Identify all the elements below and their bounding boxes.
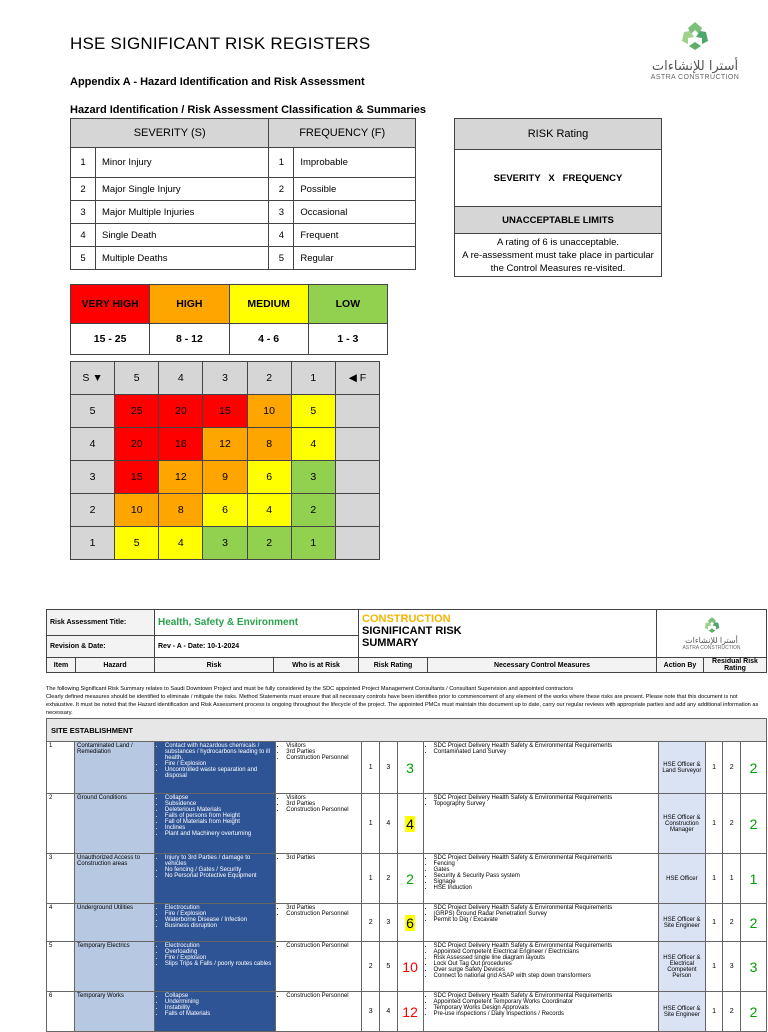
control-item: • Contaminated Land Survey [434,749,657,755]
logo-english: ASTRA CONSTRUCTION [682,645,741,651]
action-by: HSE Officer & Electrical Competent Person [659,942,706,992]
intro-line: Clearly defined measures should be identified to eliminate / mitigate the risks. Method Statements must ensure that all necessary controls have been identifies prior to commencement of any element of the works where these risks are present. Please note that this document is not exhaustive. It must be noted that the Hazard identification and Risk Assessment process is ongoing throughout the lifecycle of the project. The appointed PMCs must maintain this document up to date, carry our regular reviews with appropriate parties and add any additional information as necessary. [46,694,759,716]
level-label: VERY HIGH [71,285,150,324]
item-number: 4 [47,904,75,942]
controls-cell [423,904,659,942]
revision-value: Rev - A - Date: 10-1-2024 [155,636,359,658]
matrix-blank [335,395,379,428]
item-number: 6 [47,992,75,1032]
controls-cell [423,794,659,854]
logo-arabic: أسترا للإنشاءات [685,636,738,645]
risk-item: • Electrocution [165,943,273,949]
register-row [47,794,767,854]
matrix-cell: 12 [203,428,247,461]
who-item: • Construction Personnel [286,755,359,761]
who-cell [276,854,362,904]
who-cell [276,794,362,854]
level-label: MEDIUM [229,285,308,324]
residual-frequency: 2 [723,992,741,1032]
frequency-label: Occasional [294,201,416,224]
summary-logo [657,610,767,658]
matrix-blank [335,461,379,494]
matrix-cell: 8 [159,494,203,527]
who-cell [276,942,362,992]
item-number: 1 [47,742,75,794]
risk-item: • Fire / Explosion [165,955,273,961]
summary-label: SUMMARY [362,637,419,649]
matrix-cell: 1 [291,527,335,560]
residual-severity: 1 [705,854,723,904]
controls-cell [423,942,659,992]
controls-cell [423,992,659,1032]
severity-num: 2 [71,178,96,201]
risk-item: • Collapse [165,795,273,801]
severity-num: 5 [71,247,96,270]
risk-cell [154,742,275,794]
level-label: HIGH [150,285,229,324]
risk-cell [154,794,275,854]
logo-arabic: أسترا للإنشاءات [651,59,739,74]
page-title: HSE SIGNIFICANT RISK REGISTERS [70,34,371,53]
who-item: • 3rd Parties [286,855,359,861]
control-item: • Gates [434,867,657,873]
who-item-list [278,795,359,813]
risk-rating-value [397,942,423,992]
summary-intro [46,685,766,717]
control-item-list [426,905,657,923]
risk-rating-number: 6 [406,914,414,931]
control-item: • Permit to Dig / Excavate [434,917,657,923]
matrix-blank [335,527,379,560]
matrix-row-head: 3 [71,461,115,494]
matrix-cell: 12 [159,461,203,494]
register-row [47,992,767,1032]
hazard-cell: Unauthorized Access to Construction areas [75,854,155,904]
risk-cell [154,904,275,942]
risk-item: • Undermining [165,999,273,1005]
level-label: LOW [308,285,387,324]
hazard-cell: Temporary Electrics [75,942,155,992]
residual-frequency: 3 [723,942,741,992]
control-item: • Temporary Works Design Approvals [434,1005,657,1011]
risk-cell [154,854,275,904]
matrix-cell: 3 [203,527,247,560]
risk-cell [154,992,275,1032]
assessment-title-label: Risk Assessment Title: [47,610,155,636]
matrix-cell: 16 [159,428,203,461]
risk-item: • Waterborne Disease / Infection [165,917,273,923]
risk-item-list [157,795,273,837]
risk-item-list [157,943,273,967]
residual-frequency: 2 [723,742,741,794]
frequency-num: 4 [269,224,294,247]
risk-formula: SEVERITY X FREQUENCY [455,150,662,207]
who-item: • Construction Personnel [286,807,359,813]
control-item: • Risk Assessed single line diagram layouts [434,955,657,961]
risk-register-table [46,718,767,1032]
severity-score: 1 [362,854,380,904]
matrix-cell: 20 [159,395,203,428]
control-item: • SDC Project Delivery Health Safety & Environmental Requirements [434,905,657,911]
risk-item: • Business disruption [165,923,273,929]
risk-rating-number: 10 [402,958,418,975]
frequency-num: 5 [269,247,294,270]
who-item-list [278,993,359,999]
hazard-cell: Temporary Works [75,992,155,1032]
risk-item: • No fencing / Gates / Security [165,867,273,873]
matrix-row-head: 4 [71,428,115,461]
risk-item: • Uncontrolled waste separation and disposal [165,767,273,779]
residual-rating: 2 [740,742,766,794]
hazard-cell: Underground Utilities [75,904,155,942]
logo-english: ASTRA CONSTRUCTION [650,74,740,81]
residual-rating: 2 [740,904,766,942]
risk-item-list [157,905,273,929]
control-item-list [426,795,657,807]
risk-rating-number: 3 [406,759,414,776]
risk-rating-value [397,742,423,794]
col-who: Who is at Risk [274,658,359,673]
action-by: HSE Officer & Construction Manager [659,794,706,854]
who-item-list [278,943,359,949]
severity-header: SEVERITY (S) [71,119,269,148]
risk-rating-number: 4 [406,815,414,832]
control-item: • Connect to national grid ASAP with step down transformers [434,973,657,979]
risk-item: • Fire / Explosion [165,911,273,917]
matrix-cell: 6 [203,494,247,527]
residual-severity: 1 [705,904,723,942]
matrix-corner: S ▼ [71,362,115,395]
item-number: 3 [47,854,75,904]
who-item: • 3rd Parties [286,749,359,755]
matrix-col-head: 4 [159,362,203,395]
who-item: • Construction Personnel [286,943,359,949]
limits-line: A re-assessment must take place in particular [462,249,654,261]
risk-item: • Falls of Materials [165,1011,273,1017]
matrix-col-head: 2 [247,362,291,395]
severity-label: Multiple Deaths [96,247,269,270]
severity-score: 1 [362,742,380,794]
matrix-cell: 4 [291,428,335,461]
summary-title-block [359,610,657,658]
who-cell [276,904,362,942]
section-heading: SITE ESTABLISHMENT [47,719,767,742]
register-row [47,742,767,794]
risk-item: • Fire / Explosion [165,761,273,767]
limits-line: A rating of 6 is unacceptable. [497,236,619,248]
construction-label: CONSTRUCTION [362,613,451,625]
residual-severity: 1 [705,942,723,992]
risk-matrix [70,361,380,560]
control-item: • Topography Survey [434,801,657,807]
logo-emblem-icon [702,616,722,634]
limits-line: the Control Measures re-visited. [490,262,626,274]
matrix-cell: 4 [159,527,203,560]
risk-rating-header: RISK Rating [455,119,662,150]
risk-item: • Falls of persons from Height [165,813,273,819]
who-item: • 3rd Parties [286,905,359,911]
hazard-cell: Ground Conditions [75,794,155,854]
matrix-cell: 25 [115,395,159,428]
severity-label: Minor Injury [96,148,269,178]
limits-text [455,234,662,277]
risk-rating-value [397,854,423,904]
severity-num: 4 [71,224,96,247]
appendix-heading: Appendix A - Hazard Identification and Risk Assessment [70,76,365,88]
control-item: • Lock Out Tag Out procedures [434,961,657,967]
risk-item: • Overloading [165,949,273,955]
residual-severity: 1 [705,742,723,794]
severity-frequency-table [70,118,416,270]
risk-rating-table [454,118,662,277]
risk-levels-table [70,284,388,355]
classification-heading: Hazard Identification / Risk Assessment Classification & Summaries [70,104,426,116]
control-item: • Fencing [434,861,657,867]
risk-item: • Contact with hazardous chemicals / substances / hydrocarbons leading to ill health, [165,743,273,761]
residual-severity: 1 [705,992,723,1032]
risk-rating-number: 2 [406,870,414,887]
register-row [47,942,767,992]
intro-line: The following Significant Risk Summary relates to Saudi Downtown Project and must be fully considered by the SDC appointed Project Management Consultants / Consultant Supervision and appointed contractors [46,686,574,692]
control-item: • SDC Project Delivery Health Safety & Environmental Requirements [434,795,657,801]
frequency-num: 3 [269,201,294,224]
frequency-label: Regular [294,247,416,270]
level-range: 4 - 6 [229,324,308,355]
matrix-col-head: 3 [203,362,247,395]
col-controls: Necessary Control Measures [428,658,657,673]
significant-risk-label: SIGNIFICANT RISK [362,625,462,637]
risk-cell [154,942,275,992]
assessment-title-value: Health, Safety & Environment [155,610,359,636]
matrix-cell: 15 [115,461,159,494]
who-item-list [278,905,359,917]
frequency-score: 2 [379,854,397,904]
control-item-list [426,855,657,891]
control-item: • Security & Security Pass system [434,873,657,879]
who-item: • Construction Personnel [286,993,359,999]
matrix-row-head: 2 [71,494,115,527]
register-row [47,904,767,942]
matrix-cell: 5 [115,527,159,560]
severity-score: 2 [362,942,380,992]
matrix-cell: 10 [115,494,159,527]
risk-item: • Electrocution [165,905,273,911]
matrix-cell: 2 [291,494,335,527]
who-item: • 3rd Parties [286,801,359,807]
residual-frequency: 2 [723,904,741,942]
matrix-f-label: ◀ F [335,362,379,395]
severity-num: 1 [71,148,96,178]
limits-header: UNACCEPTABLE LIMITS [455,207,662,234]
matrix-col-head: 5 [115,362,159,395]
frequency-score: 4 [379,992,397,1032]
residual-rating: 3 [740,942,766,992]
severity-num: 3 [71,201,96,224]
control-item: • HSE Induction [434,885,657,891]
control-item-list [426,993,657,1017]
who-item-list [278,855,359,861]
risk-item: • Collapse [165,993,273,999]
register-row [47,854,767,904]
col-hazard: Hazard [76,658,155,673]
control-item: • SDC Project Delivery Health Safety & Environmental Requirements [434,943,657,949]
matrix-col-head: 1 [291,362,335,395]
control-item: • (GRPS) Ground Radar Penetration Survey [434,911,657,917]
col-rating: Risk Rating [359,658,428,673]
action-by: HSE Officer & Land Surveyor [659,742,706,794]
hazard-cell: Contaminated Land / Remediation [75,742,155,794]
who-cell [276,992,362,1032]
control-item: • Over surge Safety Devices [434,967,657,973]
matrix-cell: 9 [203,461,247,494]
controls-cell [423,854,659,904]
risk-item-list [157,743,273,779]
control-item: • SDC Project Delivery Health Safety & Environmental Requirements [434,855,657,861]
frequency-score: 3 [379,742,397,794]
control-item: • SDC Project Delivery Health Safety & Environmental Requirements [434,743,657,749]
residual-rating: 2 [740,794,766,854]
matrix-cell: 5 [291,395,335,428]
control-item: • Signage [434,879,657,885]
action-by: HSE Officer [659,854,706,904]
frequency-label: Frequent [294,224,416,247]
summary-header-table [46,609,767,673]
risk-item: • Instability [165,1005,273,1011]
severity-score: 2 [362,904,380,942]
revision-label: Revision & Date: [47,636,155,658]
matrix-blank [335,428,379,461]
risk-item-list [157,855,273,879]
matrix-row-head: 1 [71,527,115,560]
frequency-header: FREQUENCY (F) [269,119,416,148]
col-residual: Residual Risk Rating [704,658,767,673]
col-action: Action By [657,658,704,673]
risk-rating-value [397,992,423,1032]
risk-item: • Plant and Machinery overturning [165,831,273,837]
action-by: HSE Officer & Site Engineer [659,992,706,1032]
matrix-cell: 4 [247,494,291,527]
severity-label: Major Single Injury [96,178,269,201]
severity-score: 1 [362,794,380,854]
level-range: 1 - 3 [308,324,387,355]
logo-emblem-icon [678,20,712,52]
severity-label: Major Multiple Injuries [96,201,269,224]
who-item-list [278,743,359,761]
residual-frequency: 2 [723,794,741,854]
controls-cell [423,742,659,794]
risk-item: • Deleterious Materials [165,807,273,813]
who-item: • Visitors [286,795,359,801]
control-item: • Appointed Competent Temporary Works Coordinator [434,999,657,1005]
who-item: • Visitors [286,743,359,749]
matrix-cell: 10 [247,395,291,428]
astra-logo [650,20,740,100]
control-item: • Appointed Competent Electrical Engineer / Electricians [434,949,657,955]
control-item-list [426,943,657,979]
col-item: Item [47,658,76,673]
level-range: 8 - 12 [150,324,229,355]
risk-item: • Fall of Materials from Height [165,819,273,825]
matrix-row-head: 5 [71,395,115,428]
risk-rating-number: 12 [402,1003,418,1020]
risk-item: • Subsidence [165,801,273,807]
matrix-cell: 6 [247,461,291,494]
risk-item: • Slips Trips & Falls / poorly routes cables [165,961,273,967]
matrix-cell: 2 [247,527,291,560]
who-cell [276,742,362,794]
residual-rating: 2 [740,992,766,1032]
severity-label: Single Death [96,224,269,247]
who-item: • Construction Personnel [286,911,359,917]
risk-item: • Inclines [165,825,273,831]
item-number: 2 [47,794,75,854]
control-item-list [426,743,657,755]
matrix-cell: 3 [291,461,335,494]
frequency-label: Possible [294,178,416,201]
frequency-label: Improbable [294,148,416,178]
col-risk: Risk [155,658,274,673]
residual-frequency: 1 [723,854,741,904]
risk-item: • No Personal Protective Equipment [165,873,273,879]
matrix-blank [335,494,379,527]
frequency-num: 1 [269,148,294,178]
risk-item: • Injury to 3rd Parties / damage to vehicles [165,855,273,867]
residual-severity: 1 [705,794,723,854]
residual-rating: 1 [740,854,766,904]
risk-item-list [157,993,273,1017]
frequency-num: 2 [269,178,294,201]
frequency-score: 3 [379,904,397,942]
item-number: 5 [47,942,75,992]
matrix-cell: 8 [247,428,291,461]
matrix-cell: 15 [203,395,247,428]
action-by: HSE Officer & Site Engineer [659,904,706,942]
severity-score: 3 [362,992,380,1032]
frequency-score: 5 [379,942,397,992]
level-range: 15 - 25 [71,324,150,355]
control-item: • SDC Project Delivery Health Safety & Environmental Requirements [434,993,657,999]
risk-rating-value [397,794,423,854]
frequency-score: 4 [379,794,397,854]
risk-rating-value [397,904,423,942]
control-item: • Pre-use inspections / Daily Inspections / Records [434,1011,657,1017]
matrix-cell: 20 [115,428,159,461]
